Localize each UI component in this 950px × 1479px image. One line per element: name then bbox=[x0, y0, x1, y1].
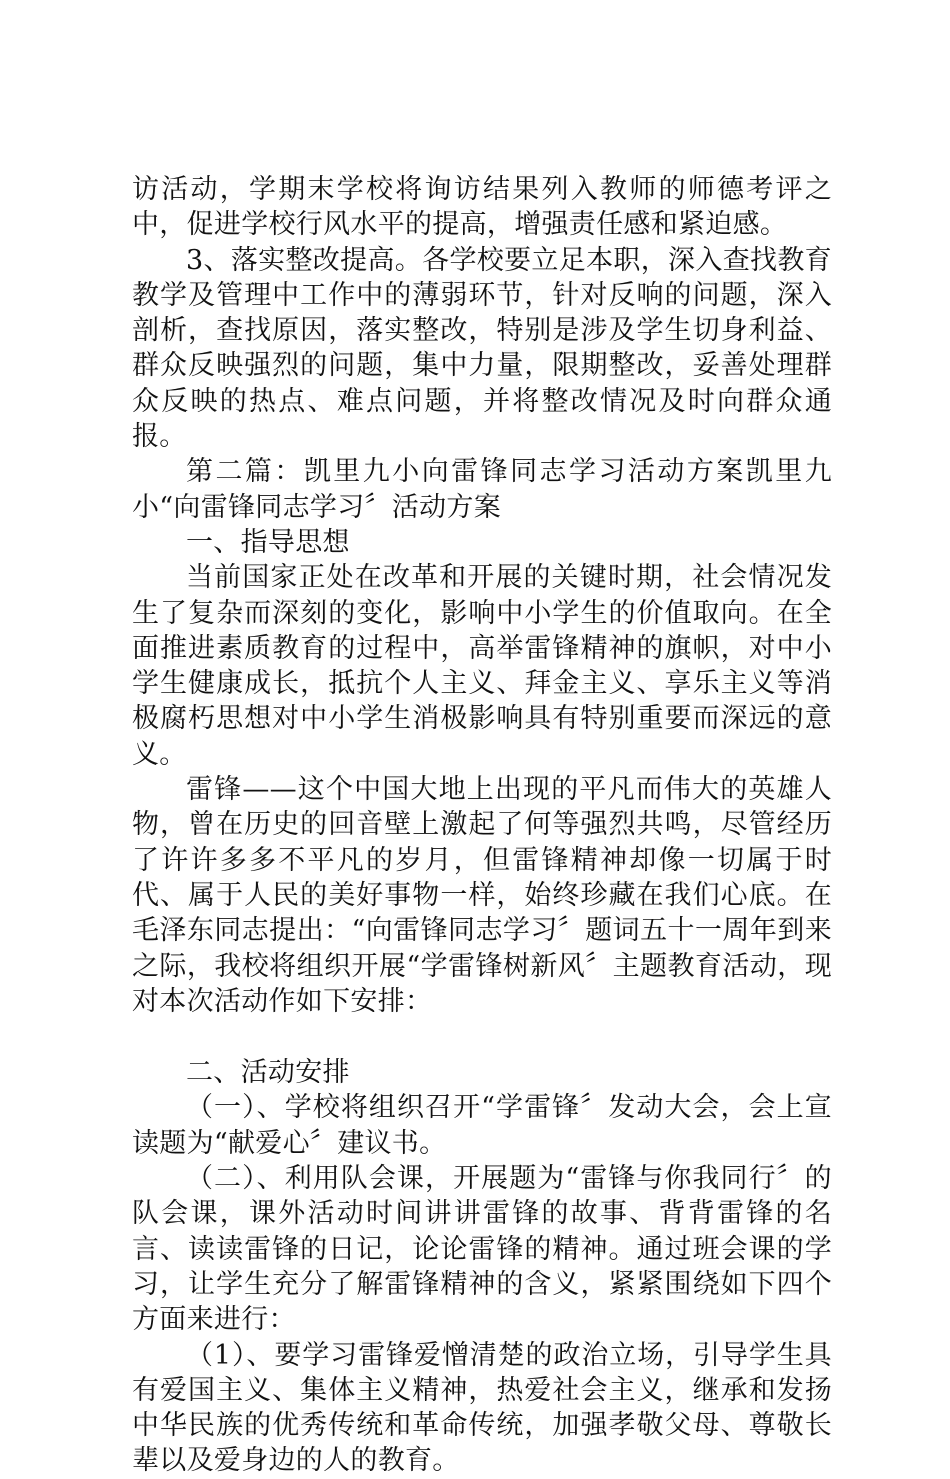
paragraph-item-two: （二）、利用队会课，开展题为“雷锋与你我同行〞的队会课，课外活动时间讲讲雷锋的故事、背背雷锋的名言、读读雷锋的日记，论论雷锋的精神。通过班会课的学习，让学生充分了解雷锋精神的含义，紧紧围绕如下四个方面来进行： bbox=[132, 1163, 832, 1336]
paragraph-background: 当前国家正处在改革和开展的关键时期，社会情况发生了复杂而深刻的变化，影响中小学生的价值取向。在全面推进素质教育的过程中，高举雷锋精神的旗帜，对中小学生健康成长，抵抗个人主义、拜金主义、享乐主义等消极腐朽思想对中小学生消极影响具有特别重要而深远的意义。 bbox=[132, 562, 832, 770]
heading-guiding-ideology: 一、指导思想 bbox=[186, 526, 350, 558]
paragraph-item-one: （一）、学校将组织召开“学雷锋〞发动大会，会上宣读题为“献爱心〞建议书。 bbox=[132, 1092, 832, 1159]
section-title-part-two: 第二篇：凯里九小向雷锋同志学习活动方案凯里九小“向雷锋同志学习〞活动方案 bbox=[132, 456, 832, 523]
paragraph-subitem-one: （1）、要学习雷锋爱憎清楚的政治立场，引导学生具有爱国主义、集体主义精神，热爱社会主义，继承和发扬中华民族的优秀传统和革命传统，加强孝敬父母、尊敬长辈以及爱身边的人的教育。 bbox=[132, 1339, 832, 1477]
paragraph-rectification: 3、落实整改提高。各学校要立足本职，深入查找教育教学及管理中工作中的薄弱环节，针对反响的问题，深入剖析，查找原因，落实整改，特别是涉及学生切身利益、群众反映强烈的问题，集中力量，限期整改，妥善处理群众反映的热点、难点问题，并将整改情况及时向群众通报。 bbox=[132, 244, 832, 453]
paragraph-continuation: 访活动，学期末学校将询访结果列入教师的师德考评之中，促进学校行风水平的提高，增强责任感和紧迫感。 bbox=[132, 174, 832, 241]
blank-line bbox=[132, 1019, 832, 1055]
paragraph-lei-feng: 雷锋——这个中国大地上出现的平凡而伟大的英雄人物，曾在历史的回音壁上激起了何等强烈共鸣，尽管经历了许许多多不平凡的岁月，但雷锋精神却像一切属于时代、属于人民的美好事物一样，始终珍藏在我们心底。在毛泽东同志提出：“向雷锋同志学习〞题词五十一周年到来之际，我校将组织开展“学雷锋树新风〞主题教育活动，现对本次活动作如下安排： bbox=[132, 774, 832, 1017]
document-page bbox=[132, 172, 832, 1479]
heading-activity-arrangement: 二、活动安排 bbox=[186, 1057, 350, 1089]
